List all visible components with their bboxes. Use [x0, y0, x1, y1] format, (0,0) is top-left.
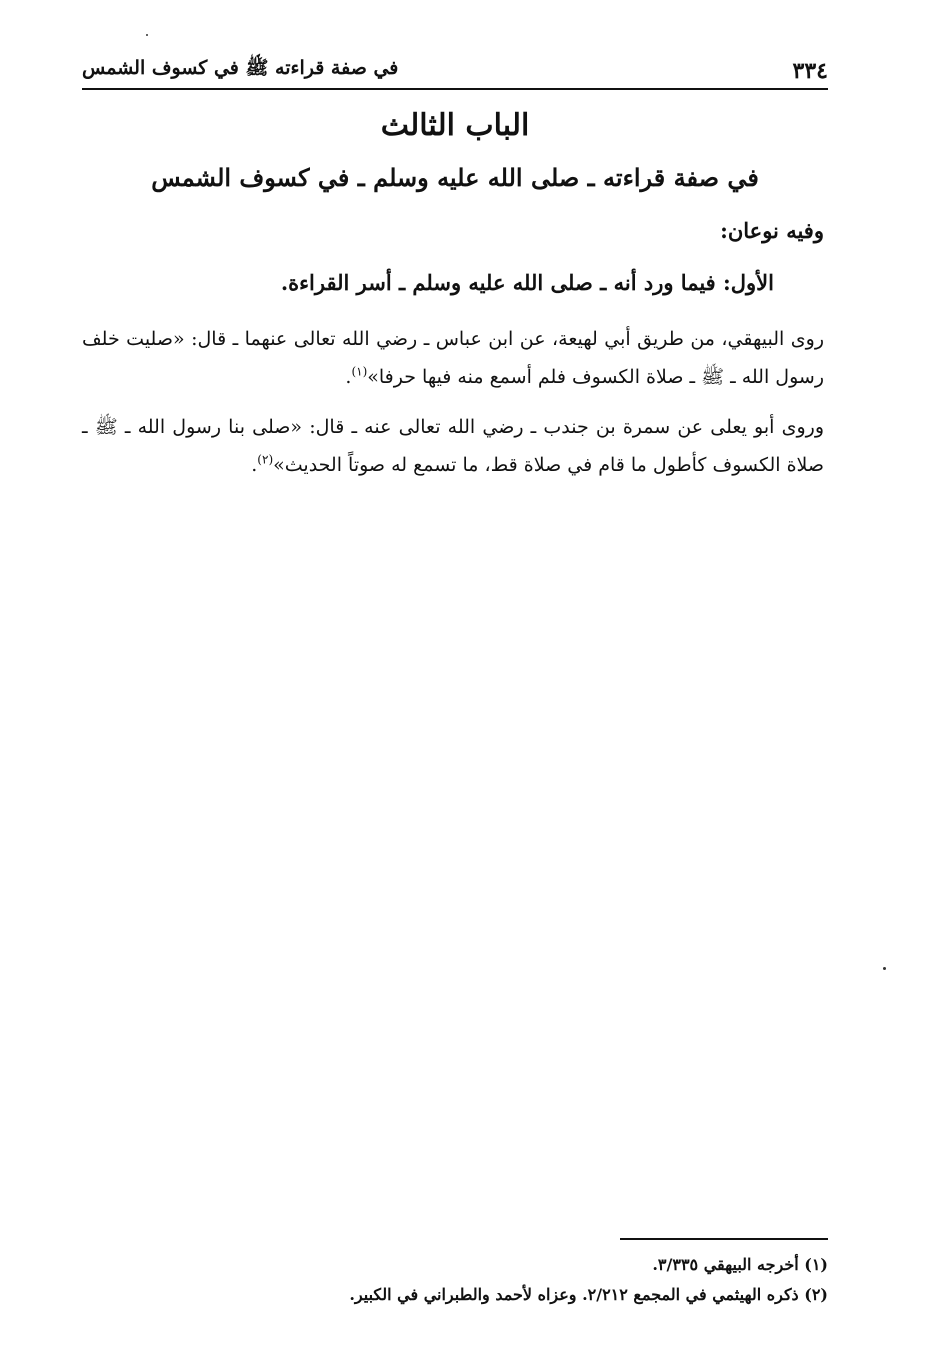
- footnotes: [82, 1250, 828, 1310]
- paragraph-2-end: .: [251, 454, 258, 476]
- paragraph-2-text: وروى أبو يعلى عن سمرة بن جندب ـ رضي الله تعالى عنه ـ قال: «صلى بنا رسول الله ـ ﷺ ـ صلاة الكسوف كأطول ما قام في صلاة قط، ما تسمع له صوتاً الحديث»: [82, 416, 824, 476]
- chapter-title: الباب الثالث: [380, 108, 530, 143]
- paragraph-2: [82, 408, 824, 484]
- footnote-1: (١) أخرجه البيهقي ٣/٣٣٥.: [652, 1255, 828, 1274]
- scan-speck: [146, 34, 148, 36]
- paragraph-1-end: .: [345, 366, 352, 388]
- section-intro: وفيه نوعان:: [720, 218, 824, 243]
- running-header: [82, 52, 828, 90]
- first-type-heading: الأول: فيما ورد أنه ـ صلى الله عليه وسلم ـ أسر القراءة.: [280, 270, 774, 295]
- chapter-subtitle: في صفة قراءته ـ صلى الله عليه وسلم ـ في كسوف الشمس: [151, 163, 759, 192]
- scan-speck: [883, 967, 886, 970]
- footnote-ref-1[interactable]: (١): [351, 364, 368, 379]
- paragraph-1-text: روى البيهقي، من طريق أبي لهيعة، عن ابن عباس ـ رضي الله تعالى عنهما ـ قال: «صليت خلف رسول الله ـ ﷺ ـ صلاة الكسوف فلم أسمع منه فيها حرفا»: [82, 328, 824, 388]
- paragraph-1: [82, 320, 824, 396]
- running-title: في صفة قراءته ﷺ في كسوف الشمس: [82, 57, 399, 79]
- footnote-2: (٢) ذكره الهيثمي في المجمع ٢/٢١٢. وعزاه لأحمد والطبراني في الكبير.: [349, 1285, 828, 1304]
- page-number: ٣٣٤: [792, 58, 828, 84]
- footnote-divider: [620, 1238, 828, 1240]
- footnote-ref-2[interactable]: (٢): [257, 452, 274, 467]
